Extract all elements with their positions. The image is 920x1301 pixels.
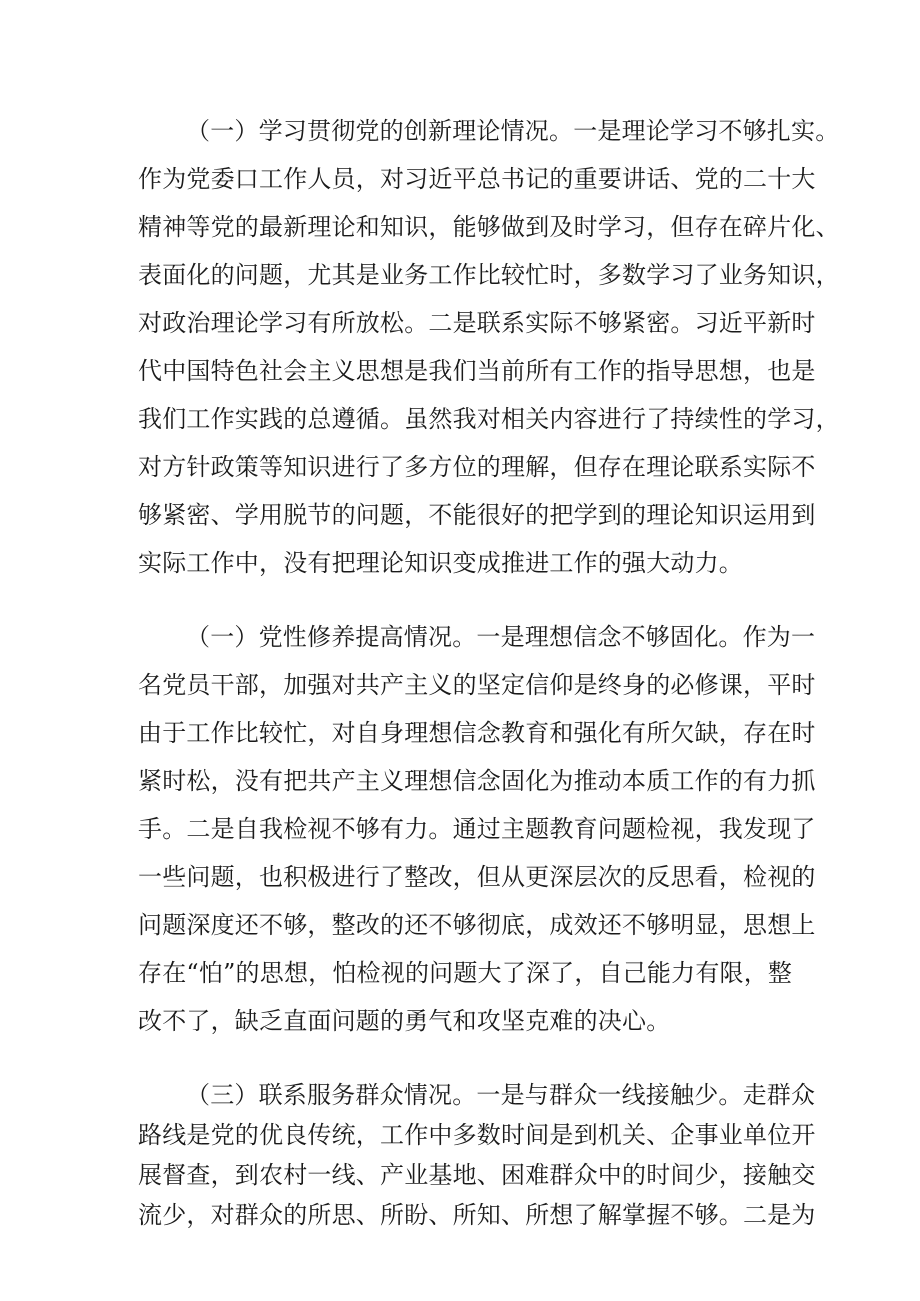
- paragraph-1-line-6: 代中国特色社会主义思想是我们当前所有工作的指导思想，也是: [138, 357, 816, 385]
- paragraph-1-line-7: 我们工作实践的总遵循。虽然我对相关内容进行了持续性的学习，: [138, 405, 840, 433]
- paragraph-1-line-2: 作为党委口工作人员，对习近平总书记的重要讲话、党的二十大: [138, 165, 816, 193]
- paragraph-1-line-3: 精神等党的最新理论和知识，能够做到及时学习，但存在碎片化、: [138, 213, 840, 241]
- paragraph-2-line-2: 名党员干部，加强对共产主义的坚定信仰是终身的必修课，平时: [138, 671, 816, 699]
- paragraph-1-line-8: 对方针政策等知识进行了多方位的理解，但存在理论联系实际不: [138, 453, 816, 481]
- paragraph-2-line-9: 改不了，缺乏直面问题的勇气和攻坚克难的决心。: [138, 1007, 671, 1035]
- paragraph-2-line-8: 存在“怕”的思想，怕检视的问题大了深了，自己能力有限，整: [138, 959, 793, 987]
- paragraph-1-line-1: （一）学习贯彻党的创新理论情况。一是理论学习不够扎实。: [186, 117, 840, 145]
- paragraph-2-line-4: 紧时松，没有把共产主义理想信念固化为推动本质工作的有力抓: [138, 767, 816, 795]
- paragraph-1-line-4: 表面化的问题，尤其是业务工作比较忙时，多数学习了业务知识，: [138, 261, 840, 289]
- paragraph-3-line-1: （三）联系服务群众情况。一是与群众一线接触少。走群众: [186, 1081, 816, 1109]
- paragraph-1-line-9: 够紧密、学用脱节的问题，不能很好的把学到的理论知识运用到: [138, 501, 816, 529]
- paragraph-3-line-3: 展督查，到农村一线、产业基地、困难群众中的时间少，接触交: [138, 1161, 816, 1189]
- paragraph-1-line-10: 实际工作中，没有把理论知识变成推进工作的强大动力。: [138, 549, 743, 577]
- paragraph-2-line-7: 问题深度还不够，整改的还不够彻底，成效还不够明显，思想上: [138, 911, 816, 939]
- paragraph-3-line-2: 路线是党的优良传统，工作中多数时间是到机关、企事业单位开: [138, 1121, 816, 1149]
- paragraph-1-line-5: 对政治理论学习有所放松。二是联系实际不够紧密。习近平新时: [138, 309, 816, 337]
- paragraph-3-line-4: 流少，对群众的所思、所盼、所知、所想了解掌握不够。二是为: [138, 1201, 816, 1229]
- paragraph-2-line-1: （一）党性修养提高情况。一是理想信念不够固化。作为一: [186, 623, 816, 651]
- paragraph-2-line-5: 手。二是自我检视不够有力。通过主题教育问题检视，我发现了: [138, 815, 816, 843]
- paragraph-2-line-3: 由于工作比较忙，对自身理想信念教育和强化有所欠缺，存在时: [138, 719, 816, 747]
- paragraph-2-line-6: 一些问题，也积极进行了整改，但从更深层次的反思看，检视的: [138, 863, 816, 891]
